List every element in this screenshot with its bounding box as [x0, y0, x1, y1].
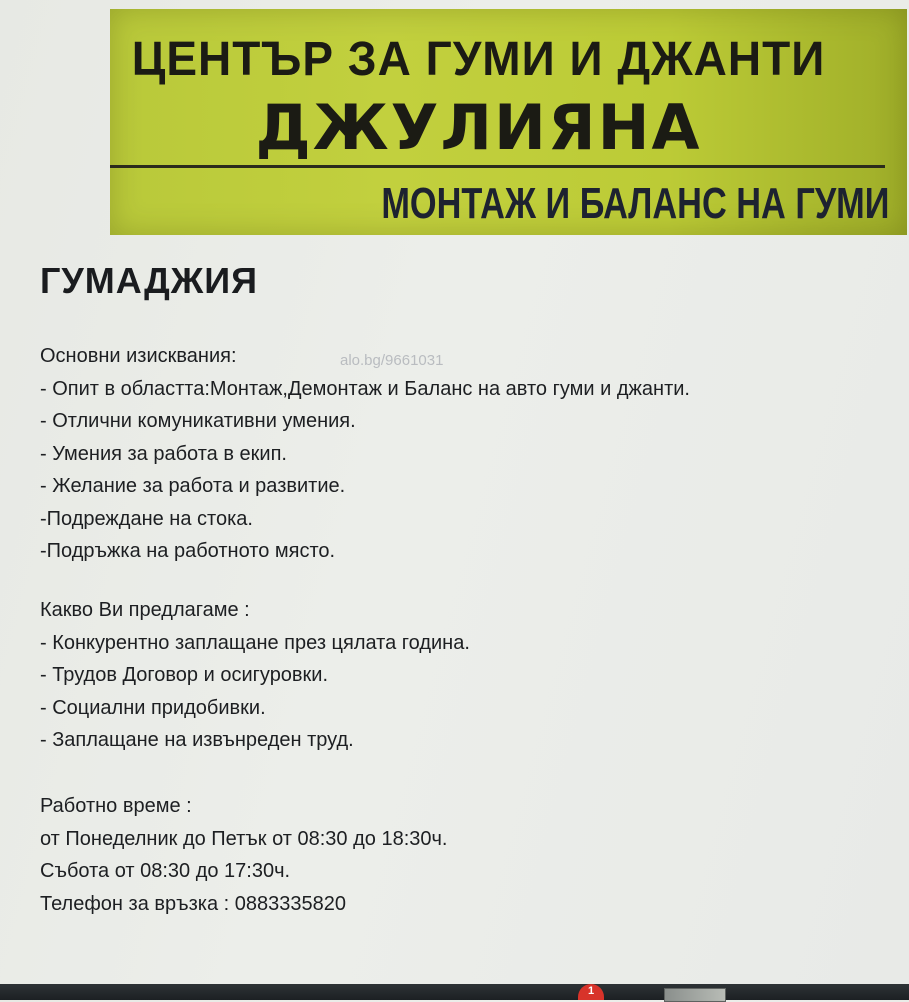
banner-services: МОНТАЖ И БАЛАНС НА ГУМИ	[380, 179, 889, 228]
offer-section	[40, 594, 470, 757]
offer-item: - Трудов Договор и осигуровки.	[40, 664, 329, 686]
offer-item: - Заплащане на извънреден труд.	[40, 729, 354, 751]
hours-heading: Работно време :	[40, 795, 192, 817]
listing-watermark: alo.bg/9661031	[340, 352, 444, 369]
requirement-item: -Подръжка на работното място.	[40, 540, 336, 562]
job-title: ГУМАДЖИЯ	[40, 260, 259, 301]
offer-item: - Социални придобивки.	[40, 696, 266, 719]
offer-heading: Какво Ви предлагаме :	[40, 599, 250, 621]
hours-weekdays: от Понеделник до Петък от 08:30 до 18:30ч.	[40, 827, 448, 850]
notification-badge-icon[interactable]: 1	[578, 984, 604, 1000]
taskbar	[0, 984, 909, 1000]
requirement-item: - Отлични комуникативни умения.	[40, 410, 356, 432]
banner-company-name: ДЖУЛИЯНА	[255, 91, 702, 164]
requirement-item: -Подреждане на стока.	[40, 507, 253, 530]
requirement-item: - Умения за работа в екип.	[40, 442, 287, 465]
offer-item: - Конкурентно заплащане през цялата година.	[40, 631, 470, 654]
requirement-item: - Желание за работа и развитие.	[40, 475, 346, 497]
banner-company-type: ЦЕНТЪР ЗА ГУМИ И ДЖАНТИ	[131, 30, 826, 86]
hours-saturday: Събота от 08:30 до 17:30ч.	[40, 860, 291, 882]
requirement-item: - Опит в областта:Монтаж,Демонтаж и Баланс на авто гуми и джанти.	[40, 377, 690, 400]
company-banner	[110, 9, 907, 235]
requirements-section	[40, 340, 690, 568]
banner-divider	[110, 165, 885, 168]
contact-phone[interactable]: Телефон за връзка : 0883335820	[40, 892, 347, 915]
requirements-heading: Основни изисквания:	[40, 345, 237, 367]
working-hours-section	[40, 790, 447, 920]
